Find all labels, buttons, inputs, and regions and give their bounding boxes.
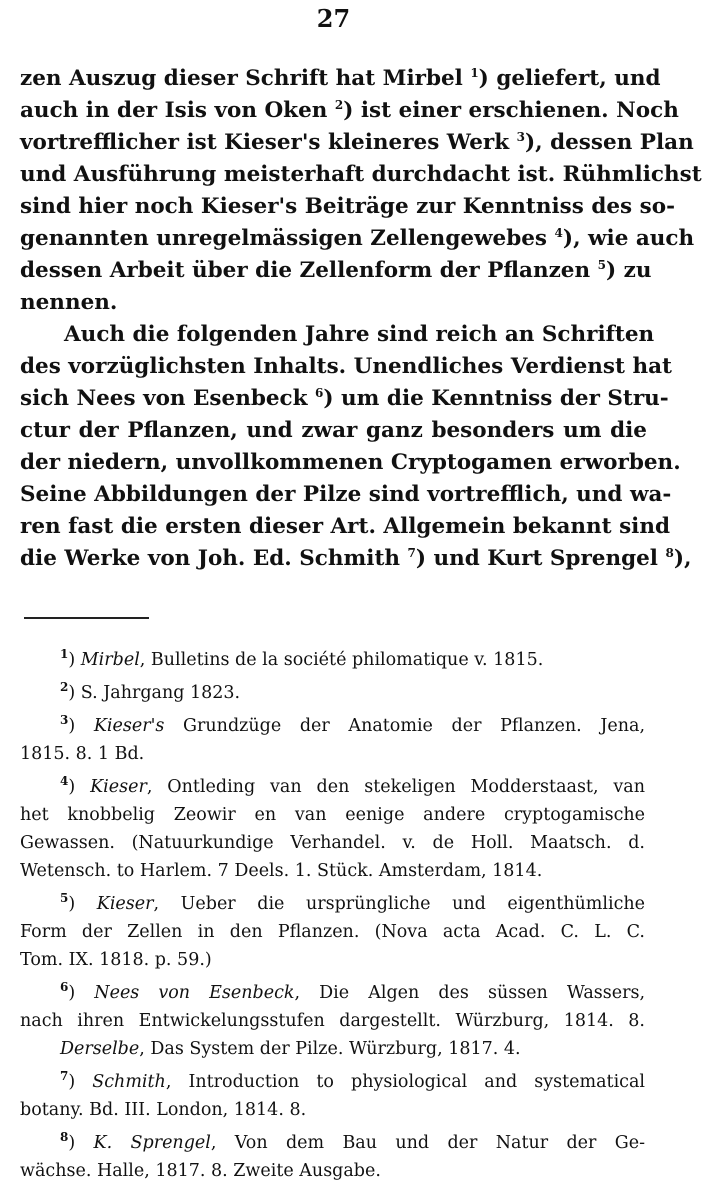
text-run: , Bulletins de la société philomatique v. 1815. bbox=[139, 650, 544, 670]
footnote-line bbox=[20, 890, 645, 918]
author-name: Schmith bbox=[92, 1072, 166, 1092]
text-run: vortrefflicher ist Kieser's kleineres Werk bbox=[20, 130, 517, 155]
text-run: ) um die Kenntniss der Stru- bbox=[323, 386, 669, 411]
footnote-line bbox=[20, 1096, 645, 1124]
footnote-line bbox=[20, 773, 645, 801]
text-run: , Ueber die ursprüngliche und eigenthümliche bbox=[153, 894, 645, 914]
body-line bbox=[20, 223, 695, 255]
footnote-reference: 1 bbox=[470, 65, 479, 80]
text-run: , Ontleding van den stekeligen Modderstaast, van bbox=[146, 777, 645, 797]
text-run: het knobbelig Zeowir en van eenige andere cryptogamische bbox=[20, 805, 645, 825]
body-line bbox=[20, 127, 694, 159]
page-number: 27 bbox=[316, 4, 351, 33]
text-run: nach ihren Entwickelungsstufen dargestellt. Würzburg, 1814. 8. bbox=[20, 1011, 645, 1031]
footnote-number: 4 bbox=[60, 774, 69, 789]
footnote-reference: 4 bbox=[554, 225, 563, 240]
text-run: ) S. Jahrgang 1823. bbox=[68, 683, 241, 703]
author-name: Kieser's bbox=[93, 716, 165, 736]
footnote-number: 1 bbox=[60, 647, 69, 662]
body-line bbox=[20, 287, 647, 319]
text-run: ) bbox=[68, 1072, 93, 1092]
body-line bbox=[20, 351, 672, 383]
author-name: Nees von Esenbeck bbox=[94, 983, 295, 1003]
footnote-line bbox=[20, 801, 645, 829]
body-line bbox=[20, 63, 661, 95]
text-run: , Die Algen des süssen Wassers, bbox=[294, 983, 646, 1003]
footnote-line bbox=[20, 712, 645, 740]
text-run: ) bbox=[68, 894, 97, 914]
text-run: Grundzüge der Anatomie der Pflanzen. Jena, bbox=[164, 716, 646, 736]
footnote-number: 6 bbox=[60, 980, 69, 995]
footnote-reference: 5 bbox=[597, 257, 606, 272]
text-run: Auch die folgenden Jahre sind reich an Schriften bbox=[64, 322, 655, 347]
text-run: dessen Arbeit über die Zellenform der Pflanzen bbox=[20, 258, 598, 283]
body-line bbox=[20, 95, 679, 127]
body-line bbox=[20, 511, 671, 543]
footnote-line bbox=[20, 1157, 645, 1185]
footnote-line bbox=[20, 1129, 645, 1157]
body-line bbox=[20, 383, 669, 415]
footnote-line bbox=[20, 1007, 645, 1035]
text-run: ) bbox=[68, 650, 81, 670]
text-run: ) bbox=[68, 1133, 94, 1153]
text-run: Tom. IX. 1818. p. 59.) bbox=[20, 950, 212, 970]
footnote bbox=[20, 890, 645, 974]
footnote-number: 8 bbox=[60, 1130, 69, 1145]
footnote-number: 5 bbox=[60, 891, 69, 906]
footnote-reference: 8 bbox=[665, 545, 674, 560]
author-name: Kieser bbox=[90, 777, 147, 797]
text-run: sich Nees von Esenbeck bbox=[20, 386, 316, 411]
footnote-number: 2 bbox=[60, 680, 69, 695]
text-run: genannten unregelmässigen Zellengewebes bbox=[20, 226, 555, 251]
text-run: und Ausführung meisterhaft durchdacht ist. Rühmlichst bbox=[20, 162, 702, 187]
text-run: ) und Kurt Sprengel bbox=[415, 546, 666, 571]
text-run: , Introduction to physiological and systematical bbox=[165, 1072, 646, 1092]
footnote-reference: 7 bbox=[407, 545, 416, 560]
text-run: sind hier noch Kieser's Beiträge zur Kenntniss des so- bbox=[20, 194, 676, 219]
text-run: ), bbox=[673, 546, 692, 571]
footnote-line bbox=[20, 1068, 645, 1096]
body-line bbox=[20, 255, 652, 287]
text-run: ) bbox=[68, 716, 94, 736]
text-run: auch in der Isis von Oken bbox=[20, 98, 335, 123]
footnote-number: 3 bbox=[60, 713, 69, 728]
footnote-reference: 6 bbox=[315, 385, 324, 400]
footnote-line bbox=[20, 857, 645, 885]
text-run: nennen. bbox=[20, 290, 118, 315]
footnote-line bbox=[20, 1035, 645, 1063]
footnote bbox=[20, 979, 645, 1063]
text-run: Seine Abbildungen der Pilze sind vortrefflich, und wa- bbox=[20, 482, 672, 507]
text-run: Gewassen. (Natuurkundige Verhandel. v. de Holl. Maatsch. d. bbox=[20, 833, 645, 853]
text-run: ) ist einer erschienen. Noch bbox=[343, 98, 679, 123]
footnotes-section bbox=[20, 646, 645, 1190]
text-run: die Werke von Joh. Ed. Schmith bbox=[20, 546, 408, 571]
footnote-line bbox=[20, 646, 645, 674]
text-run: 1815. 8. 1 Bd. bbox=[20, 744, 145, 764]
footnote bbox=[20, 1068, 645, 1124]
text-run: zen Auszug dieser Schrift hat Mirbel bbox=[20, 66, 471, 91]
text-run: ren fast die ersten dieser Art. Allgemein bekannt sind bbox=[20, 514, 671, 539]
footnote-line bbox=[20, 918, 645, 946]
footnote-line bbox=[20, 946, 645, 974]
author-name: Mirbel bbox=[80, 650, 140, 670]
text-run: ) bbox=[68, 777, 91, 797]
body-line bbox=[20, 543, 692, 575]
footnote bbox=[20, 646, 645, 674]
text-run: , Das System der Pilze. Würzburg, 1817. 4. bbox=[139, 1039, 521, 1059]
footnote bbox=[20, 773, 645, 885]
footnote bbox=[20, 712, 645, 768]
text-run: ), wie auch bbox=[562, 226, 695, 251]
footnote-reference: 3 bbox=[516, 129, 525, 144]
body-line bbox=[20, 319, 655, 351]
text-run: ) bbox=[68, 983, 95, 1003]
footnote-line bbox=[20, 740, 645, 768]
text-run: ) geliefert, und bbox=[478, 66, 661, 91]
footnote-number: 7 bbox=[60, 1069, 69, 1084]
footnote-reference: 2 bbox=[334, 97, 344, 112]
text-run: ), dessen Plan bbox=[524, 130, 694, 155]
text-run: ctur der Pflanzen, und zwar ganz besonders um die bbox=[20, 418, 647, 443]
footnote-line bbox=[20, 829, 645, 857]
text-run: Form der Zellen in den Pflanzen. (Nova acta Acad. C. L. C. bbox=[20, 922, 645, 942]
body-line bbox=[20, 191, 676, 223]
body-line bbox=[20, 159, 702, 191]
text-run: des vorzüglichsten Inhalts. Unendliches Verdienst hat bbox=[20, 354, 672, 379]
author-name: Derselbe bbox=[60, 1039, 140, 1059]
footnote bbox=[20, 679, 645, 707]
footnote-separator bbox=[24, 617, 149, 619]
text-run: , Von dem Bau und der Natur der Ge- bbox=[210, 1133, 645, 1153]
text-run: Wetensch. to Harlem. 7 Deels. 1. Stück. Amsterdam, 1814. bbox=[20, 861, 543, 881]
body-line bbox=[20, 447, 681, 479]
text-run: wächse. Halle, 1817. 8. Zweite Ausgabe. bbox=[20, 1161, 381, 1181]
text-run: botany. Bd. III. London, 1814. 8. bbox=[20, 1100, 307, 1120]
author-name: Kieser bbox=[96, 894, 154, 914]
body-line bbox=[20, 479, 672, 511]
footnote-line bbox=[20, 979, 645, 1007]
text-run: der niedern, unvollkommenen Cryptogamen erworben. bbox=[20, 450, 681, 475]
text-run: ) zu bbox=[605, 258, 652, 283]
footnote bbox=[20, 1129, 645, 1185]
author-name: K. Sprengel bbox=[93, 1133, 211, 1153]
body-line bbox=[20, 415, 647, 447]
footnote-line bbox=[20, 679, 645, 707]
main-body-text bbox=[20, 63, 702, 575]
